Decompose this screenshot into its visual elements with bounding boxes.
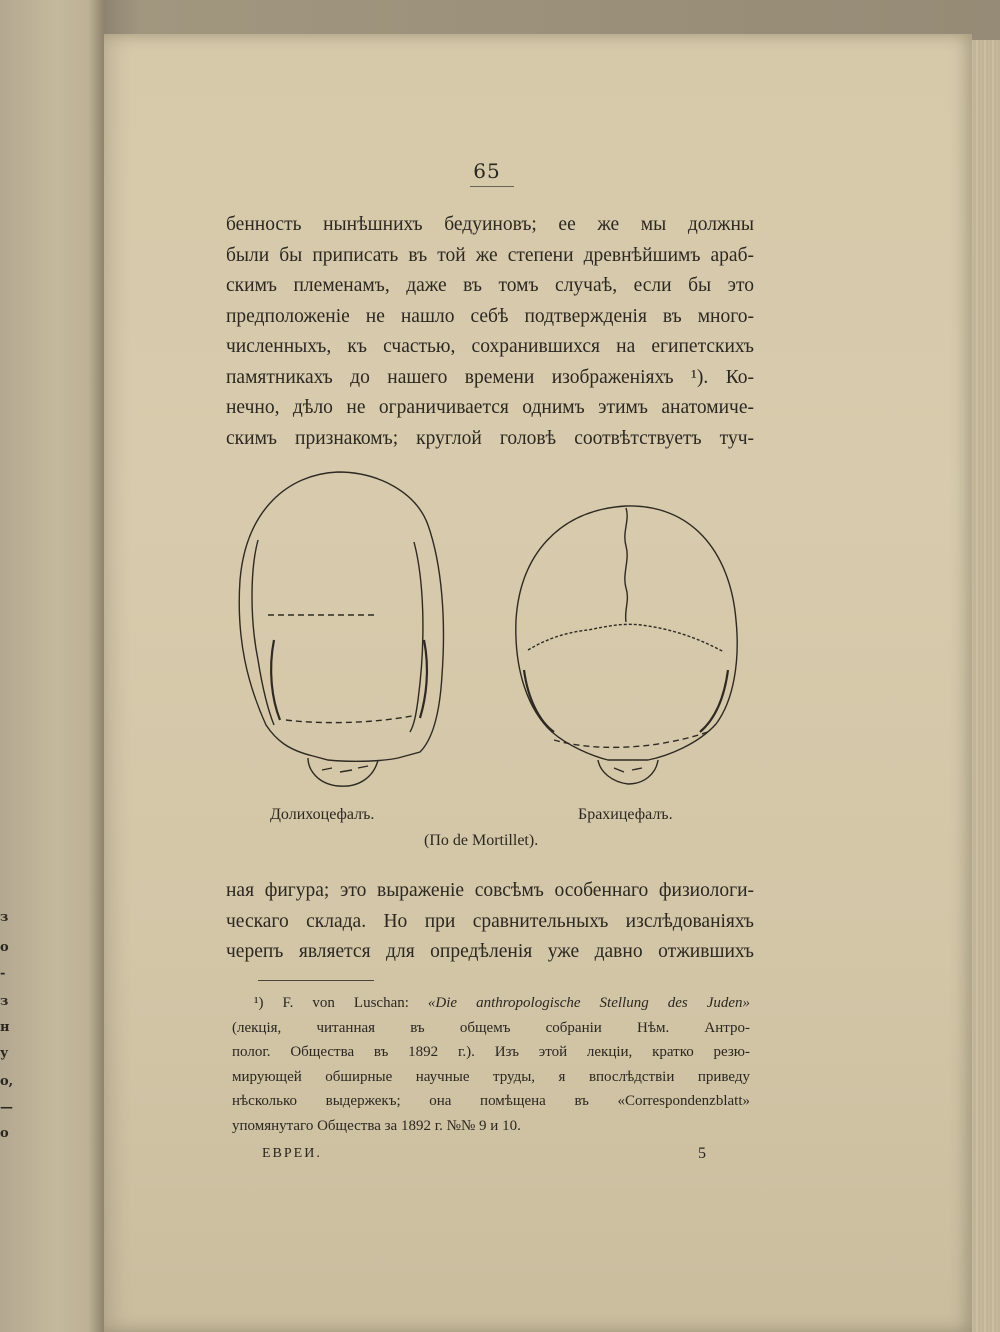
text-line: скимъ племенамъ, даже въ томъ случаѣ, если бы это — [226, 275, 754, 296]
left-page-fragment: н — [0, 1020, 10, 1035]
footnote-author: F. von Luschan: — [282, 995, 409, 1011]
page-stack-edge — [972, 40, 1000, 1332]
body-text-top — [226, 210, 754, 454]
left-page-fragment: — — [0, 1100, 13, 1115]
footnote-line: (лекція, читанная въ общемъ собраніи Нѣм. Антро- — [232, 1019, 750, 1036]
footnote-line: полог. Общества въ 1892 г.). Изъ этой лекціи, кратко резю- — [232, 1044, 750, 1060]
figure-source-caption: (По de Mortillet). — [424, 832, 539, 849]
left-page-fragment: у — [0, 1046, 9, 1061]
right-skull-caption: Брахицефалъ. — [578, 806, 673, 823]
footnote-title: «Die anthropologische Stellung des Juden» — [427, 995, 750, 1011]
left-page-fragment: о — [0, 940, 9, 955]
page-number-underline — [470, 186, 514, 187]
footnote-line: мирующей обширные научные труды, я впослѣдствіи приведу — [232, 1068, 750, 1085]
left-page-fragment: о — [0, 1126, 9, 1141]
signature-mark: ЕВРЕИ. — [262, 1146, 322, 1161]
footnote-separator — [258, 980, 374, 981]
text-line: ческаго склада. Но при сравнительныхъ изслѣдованіяхъ — [226, 910, 754, 932]
footnote-line: нѣсколько выдержекъ; она помѣщена въ «Correspondenzblatt» — [232, 1093, 750, 1109]
left-skull-caption: Долихоцефалъ. — [270, 806, 375, 823]
text-line: черепъ является для опредѣленія уже давно отжившихъ — [226, 941, 754, 962]
skull-illustration — [228, 470, 758, 790]
dolichocephal-skull — [239, 472, 443, 786]
text-line: ная фигура; это выраженіе совсѣмъ особеннаго физиологи- — [226, 880, 754, 901]
left-page-fragment: - — [0, 966, 6, 981]
left-page-fragment: з — [0, 994, 9, 1009]
footnote-marker: ¹) — [254, 995, 264, 1011]
sheet-number: 5 — [698, 1145, 706, 1162]
left-page-fragment: о, — [0, 1074, 14, 1089]
left-page-edge — [0, 0, 104, 1332]
text-line: численныхъ, къ счастью, сохранившихся на египетскихъ — [226, 336, 754, 357]
text-line: скимъ признакомъ; круглой головѣ соотвѣтствуетъ туч- — [226, 427, 754, 449]
left-page-fragment: з — [0, 910, 9, 925]
text-line: предположеніе не нашло себѣ подтвержденія въ много- — [226, 305, 754, 327]
body-text-bottom — [226, 876, 754, 968]
footnote-first-line — [232, 991, 750, 1016]
text-line: памятникахъ до нашего времени изображеніяхъ ¹). Ко- — [226, 366, 754, 388]
page-number: 65 — [473, 159, 501, 183]
text-line: были бы приписать въ той же степени древнѣйшимъ араб- — [226, 244, 754, 266]
footnote-line: упомянутаго Общества за 1892 г. №№ 9 и 10. — [232, 1117, 521, 1134]
text-line: бенность нынѣшнихъ бедуиновъ; ее же мы должны — [226, 214, 754, 235]
brachycephal-skull — [516, 506, 737, 784]
text-line: нечно, дѣло не ограничивается однимъ этимъ анатомиче- — [226, 397, 754, 418]
footnote — [232, 991, 750, 1138]
